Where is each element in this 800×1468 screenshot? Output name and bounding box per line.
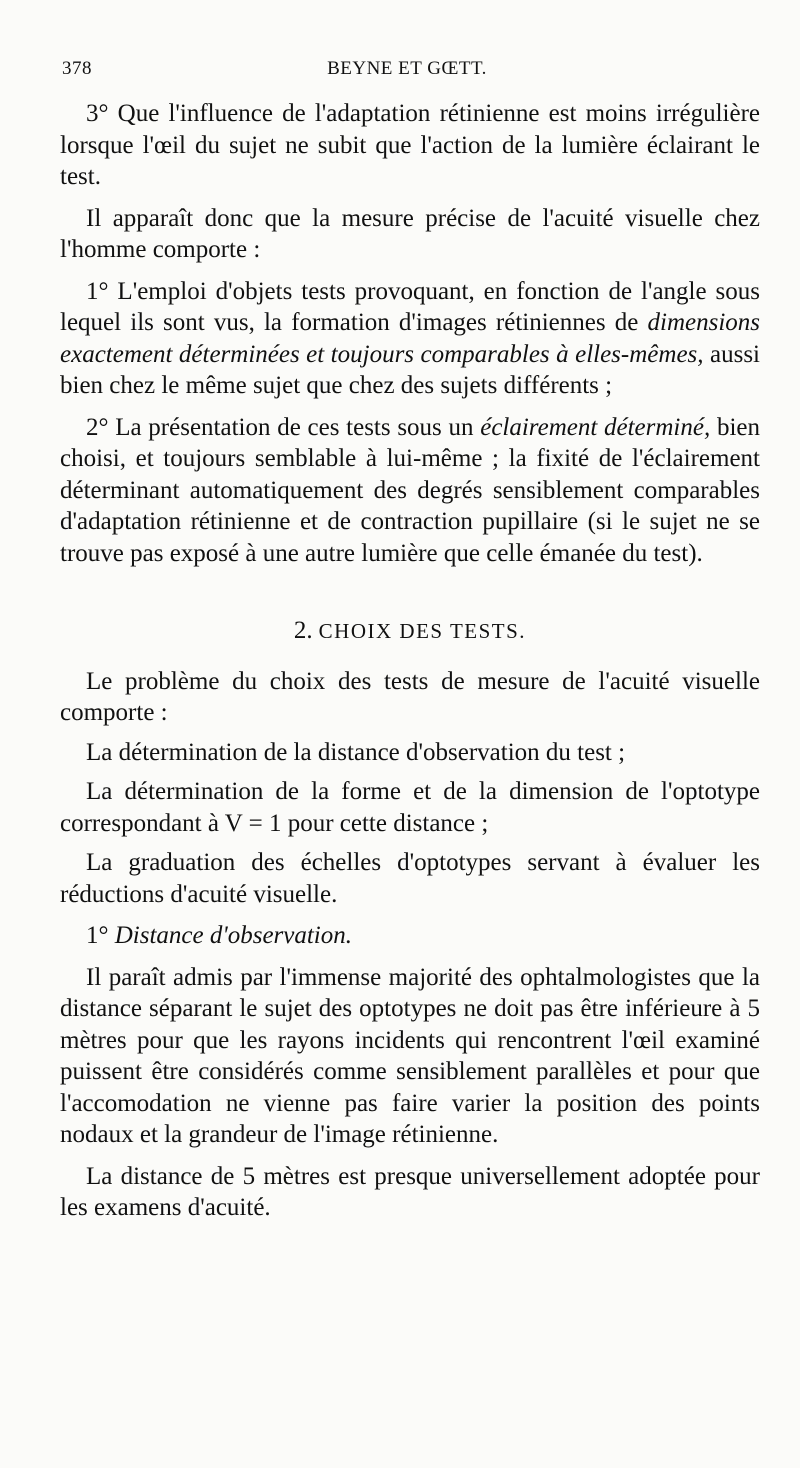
body-text (60, 98, 760, 1234)
item-2-text-end: bien choisi, et toujours semblable à lui-même ; la fixité de l'éclairement déterminant automatiquement des degrés sensiblement comparables d'adaptation rétinienne et de contraction pupillaire (si le sujet ne se trouve pas exposé à une autre lumière que celle émanée du test). (60, 413, 760, 567)
item-1-italic: dimensions exactement déterminées et toujours comparables à elles-mêmes, (60, 309, 760, 368)
paragraph-distance-admitted: Il paraît admis par l'immense majorité des ophtalmologistes que la distance séparant le sujet des optotypes ne doit pas être inférieure à 5 mètres pour que les rayons incidents qui rencontrent l'œil examiné puissent être considérés comme sensiblement parallèles et pour que l'accomodation ne vienne pas faire varier la position des points nodaux et la grandeur de l'image rétinienne. (60, 963, 760, 1148)
item-2-text-start: 2° La présentation de ces tests sous un (86, 413, 481, 441)
section-heading (60, 615, 760, 648)
paragraph-adaptation: 3° Que l'influence de l'adaptation rétinienne est moins irrégulière lorsque l'œil du sujet ne subit que l'action de la lumière éclairant le test. (60, 100, 760, 190)
paragraph-item-2 (60, 412, 760, 570)
paragraph-distance-adopted: La distance de 5 mètres est presque universellement adoptée pour les examens d'acuité. (60, 1162, 760, 1221)
item-1-text-start: 1° L'emploi d'objets tests provoquant, en fonction de l'angle sous lequel ils sont vus, la formation d'images rétiniennes de (60, 277, 760, 336)
item-1-text-end: aussi bien chez le même sujet que chez des sujets différents ; (60, 340, 760, 399)
paragraph-conclusion: Il apparaît donc que la mesure précise de l'acuité visuelle chez l'homme comporte : (60, 204, 760, 263)
subsection-title: Distance d'observation. (114, 922, 353, 949)
subsection-heading (60, 920, 760, 952)
item-2-italic: éclairement déterminé, (480, 413, 711, 441)
page-number: 378 (62, 58, 92, 79)
section-title: CHOIX DES TESTS. (318, 619, 527, 643)
paragraph-graduation: La graduation des échelles d'optotypes servant à évaluer les réductions d'acuité visuelle. (60, 849, 760, 908)
paragraph-optotype: La détermination de la forme et de la dimension de l'optotype correspondant à V = 1 pour cette distance ; (60, 778, 760, 837)
section-number: 2. (293, 617, 313, 644)
subsection-marker: 1° (86, 922, 109, 949)
paragraph-item-1 (60, 276, 760, 402)
paragraph-problem: Le problème du choix des tests de mesure de l'acuité visuelle comporte : (60, 667, 760, 726)
page-header (62, 58, 752, 88)
paragraph-distance: La détermination de la distance d'observation du test ; (86, 738, 626, 766)
running-head: BEYNE ET GŒTT. (327, 58, 487, 79)
